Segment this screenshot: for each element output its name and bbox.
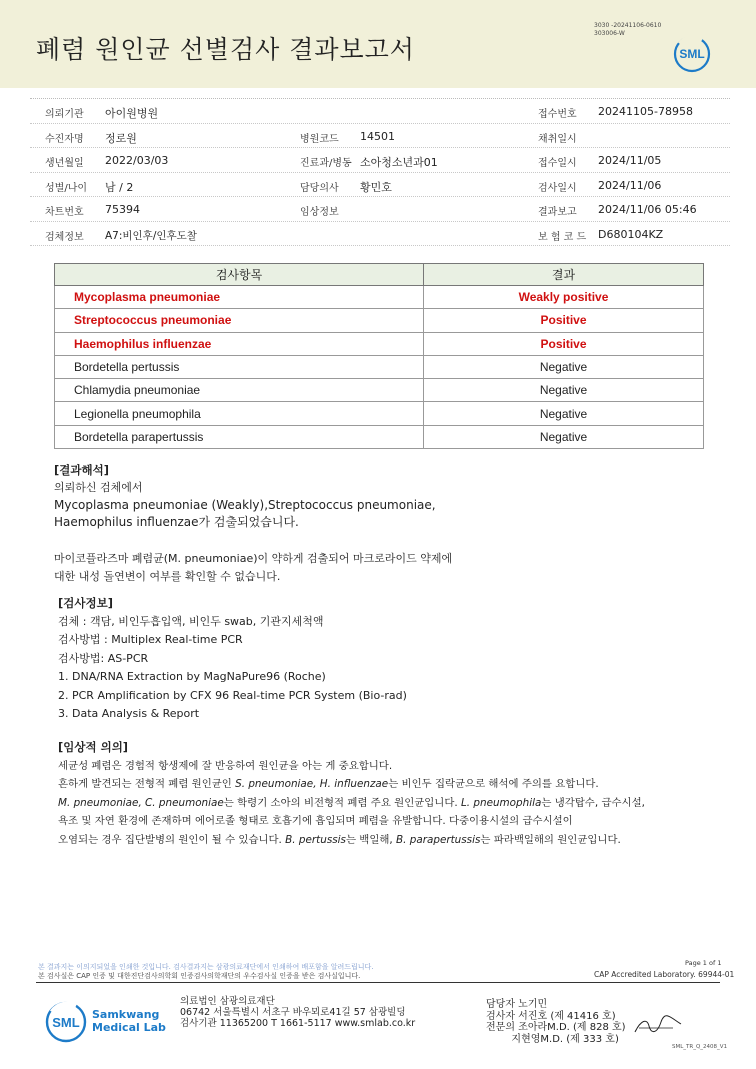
info-row	[30, 99, 730, 124]
doctor-value: 황민호	[360, 180, 392, 194]
patient-label: 수진자명	[45, 133, 84, 145]
sml-footer-logo-icon	[44, 1000, 88, 1044]
column-header-result: 결과	[424, 264, 704, 286]
clinical-label: 임상정보	[300, 207, 339, 218]
test-item: Legionella pneumophila	[55, 402, 424, 425]
results-table	[54, 263, 704, 449]
department-value: 소아청소년과01	[360, 156, 438, 169]
patient-info-grid	[30, 98, 730, 246]
spacer	[54, 531, 452, 550]
test-info-section	[58, 594, 407, 724]
document-code	[594, 22, 661, 38]
info-row	[30, 124, 730, 149]
specimen-label: 검체정보	[45, 231, 84, 243]
received-value: 2024/11/05	[598, 154, 662, 167]
dob-value: 2022/03/03	[105, 154, 169, 167]
logo-text: SML	[52, 1015, 80, 1030]
cap-accreditation: CAP Accredited Laboratory. 69944-01	[594, 970, 735, 979]
clinical-text: 는 파라백일해의 원인균입니다.	[480, 833, 621, 846]
staff-line: 검사자 서진호 (제 41416 호)	[486, 1010, 616, 1022]
specimen-value: A7:비인후/인후도찰	[105, 229, 197, 242]
interpretation-line: 마이코플라즈마 폐렴균(M. pneumoniae)이 약하게 검출되어 마크로라이드 약제에	[54, 552, 453, 565]
test-result: Weakly positive	[424, 286, 704, 309]
receipt-no-label: 접수번호	[538, 109, 577, 120]
sex-age-label: 성별/나이	[45, 182, 88, 194]
document-code-line: 3030 -20241106-0610	[594, 22, 662, 29]
species-name: S. pneumoniae, H. influenzae	[235, 778, 389, 791]
table-row	[55, 332, 704, 355]
info-row	[30, 173, 730, 198]
clinical-line	[58, 831, 645, 850]
dob-label: 생년월일	[45, 158, 84, 169]
interpretation-heading: [결과해석]	[54, 463, 109, 477]
page-number: Page 1 of 1	[685, 959, 722, 967]
clinical-text: 는 비인두 집락균으로 해석에 주의를 요합니다.	[388, 778, 599, 791]
interpretation-line: Haemophilus influenzae가 검출되었습니다.	[54, 515, 299, 529]
test-info-line: 2. PCR Amplification by CFX 96 Real-time PCR System (Bio-rad)	[58, 688, 407, 702]
species-name: M. pneumoniae, C. pneumoniae	[58, 796, 224, 809]
clinical-line	[58, 775, 645, 794]
test-info-line: 1. DNA/RNA Extraction by MagNaPure96 (Roche)	[58, 670, 326, 683]
tested-label: 검사일시	[538, 182, 577, 194]
clinical-text: 는 학령기 소아의 비전형적 폐렴 주요 원인균입니다.	[223, 796, 461, 809]
staff-line: 전문의 조아라M.D. (제 828 호)	[486, 1022, 626, 1033]
test-info-line: 검사방법 : Multiplex Real-time PCR	[58, 633, 243, 646]
clinical-heading: [임상적 의의]	[58, 740, 129, 754]
receipt-no-value: 20241105-78958	[598, 105, 693, 118]
test-info-line: 3. Data Analysis & Report	[58, 707, 200, 720]
tested-value: 2024/11/06	[598, 178, 662, 192]
species-name: L. pneumophila	[461, 796, 542, 809]
print-notice: 본 결과지는 이의지되었을 인쇄한 것입니다. 검사결과지는 삼광의료재단에서 인쇄하여 배포함을 알려드립니다.	[38, 963, 374, 971]
clinical-text: 는 백일해,	[345, 833, 397, 846]
sml-logo-icon	[672, 34, 712, 74]
test-info-line: 검사방법: AS-PCR	[58, 651, 149, 665]
test-item: Streptococcus pneumoniae	[55, 309, 424, 332]
footer-brand	[92, 1008, 166, 1034]
address-line: 검사기관 11365200 T 1661-5117 www.smlab.co.kr	[180, 1018, 416, 1029]
interpretation-line: 대한 내성 돌연변이 여부를 확인할 수 없습니다.	[54, 570, 281, 583]
institution-label: 의뢰기관	[45, 109, 84, 120]
sex-age-value: 남 / 2	[105, 180, 134, 194]
species-name: B. parapertussis	[396, 833, 481, 846]
interpretation-line: Mycoplasma pneumoniae (Weakly),Streptococcus pneumoniae,	[54, 498, 436, 512]
patient-value: 정로원	[105, 131, 137, 145]
received-label: 접수일시	[538, 158, 577, 169]
test-result: Negative	[424, 355, 704, 378]
test-item: Bordetella pertussis	[55, 355, 424, 378]
staff-line: 담당자 노기민	[486, 999, 548, 1010]
interpretation-line: 의뢰하신 검체에서	[54, 481, 143, 494]
clinical-text: 흔하게 발견되는 전형적 폐렴 원인균인	[58, 778, 236, 791]
info-row	[30, 197, 730, 222]
doctor-label: 담당의사	[300, 182, 339, 194]
test-result: Positive	[424, 332, 704, 355]
cap-notice: 본 검사실은 CAP 인증 및 대한진단검사의학회 인증검사의학재단의 우수검사실 인증을 받은 검사실입니다.	[38, 972, 361, 980]
test-result: Negative	[424, 425, 704, 448]
test-info-heading: [검사정보]	[58, 596, 113, 610]
insurance-value: D680104KZ	[598, 227, 664, 241]
footer-divider	[36, 982, 720, 983]
test-result: Negative	[424, 379, 704, 402]
page-title: 폐렴 원인균 선별검사 결과보고서	[36, 35, 415, 64]
clinical-line: 욕조 및 자연 환경에 존재하며 에어로졸 형태로 호흡기에 흡입되며 폐렴을 유발합니다. 다중이용시설의 급수시설이	[58, 815, 573, 828]
test-item: Bordetella parapertussis	[55, 425, 424, 448]
hospital-code-label: 병원코드	[300, 133, 339, 145]
table-row	[55, 286, 704, 309]
species-name: B. pertussis	[285, 833, 346, 846]
table-row	[55, 402, 704, 425]
signature-icon	[633, 1014, 683, 1038]
test-result: Negative	[424, 402, 704, 425]
collection-label: 채취일시	[538, 133, 577, 145]
institution-value: 아이원병원	[105, 107, 159, 120]
table-row	[55, 379, 704, 402]
footer-staff	[486, 999, 626, 1045]
hospital-code-value: 14501	[360, 129, 395, 143]
address-line: 06742 서울특별시 서초구 바우뫼로41길 57 삼광빌딩	[180, 1007, 406, 1018]
test-item: Mycoplasma pneumoniae	[55, 286, 424, 309]
brand-line: Samkwang	[92, 1008, 160, 1021]
chart-label: 차트번호	[45, 207, 84, 218]
table-row	[55, 309, 704, 332]
address-line: 의료법인 삼광의료재단	[180, 996, 275, 1007]
document-code-line: 303006-W	[594, 30, 625, 37]
clinical-significance-section	[58, 738, 645, 850]
interpretation-section	[54, 461, 452, 586]
department-label: 진료과/병동	[300, 158, 352, 169]
clinical-line: 세균성 폐렴은 경험적 항생제에 잘 반응하여 원인균을 아는 게 중요합니다.	[58, 759, 393, 772]
clinical-line	[58, 794, 645, 813]
reported-label: 결과보고	[538, 207, 577, 218]
info-row	[30, 148, 730, 173]
table-row	[55, 425, 704, 448]
info-row	[30, 222, 730, 247]
form-code: SML_TR_Q_2408_V1	[672, 1044, 728, 1050]
brand-line: Medical Lab	[92, 1021, 166, 1034]
test-result: Positive	[424, 309, 704, 332]
test-item: Haemophilus influenzae	[55, 332, 424, 355]
test-item: Chlamydia pneumoniae	[55, 379, 424, 402]
table-row	[55, 355, 704, 378]
column-header-item: 검사항목	[55, 264, 424, 286]
footer-address	[180, 996, 415, 1029]
clinical-text: 는 냉각탑수, 급수시설,	[541, 796, 645, 809]
table-header-row	[55, 264, 704, 286]
staff-line: 지현영M.D. (제 333 호)	[486, 1033, 619, 1045]
clinical-text: 오염되는 경우 집단발병의 원인이 될 수 있습니다.	[58, 833, 286, 846]
chart-value: 75394	[105, 203, 140, 216]
insurance-label: 보 험 코 드	[538, 231, 587, 243]
logo-text: SML	[679, 47, 705, 61]
test-info-line: 검체 : 객담, 비인두흡입액, 비인두 swab, 기관지세척액	[58, 614, 324, 628]
reported-value: 2024/11/06 05:46	[598, 203, 697, 216]
